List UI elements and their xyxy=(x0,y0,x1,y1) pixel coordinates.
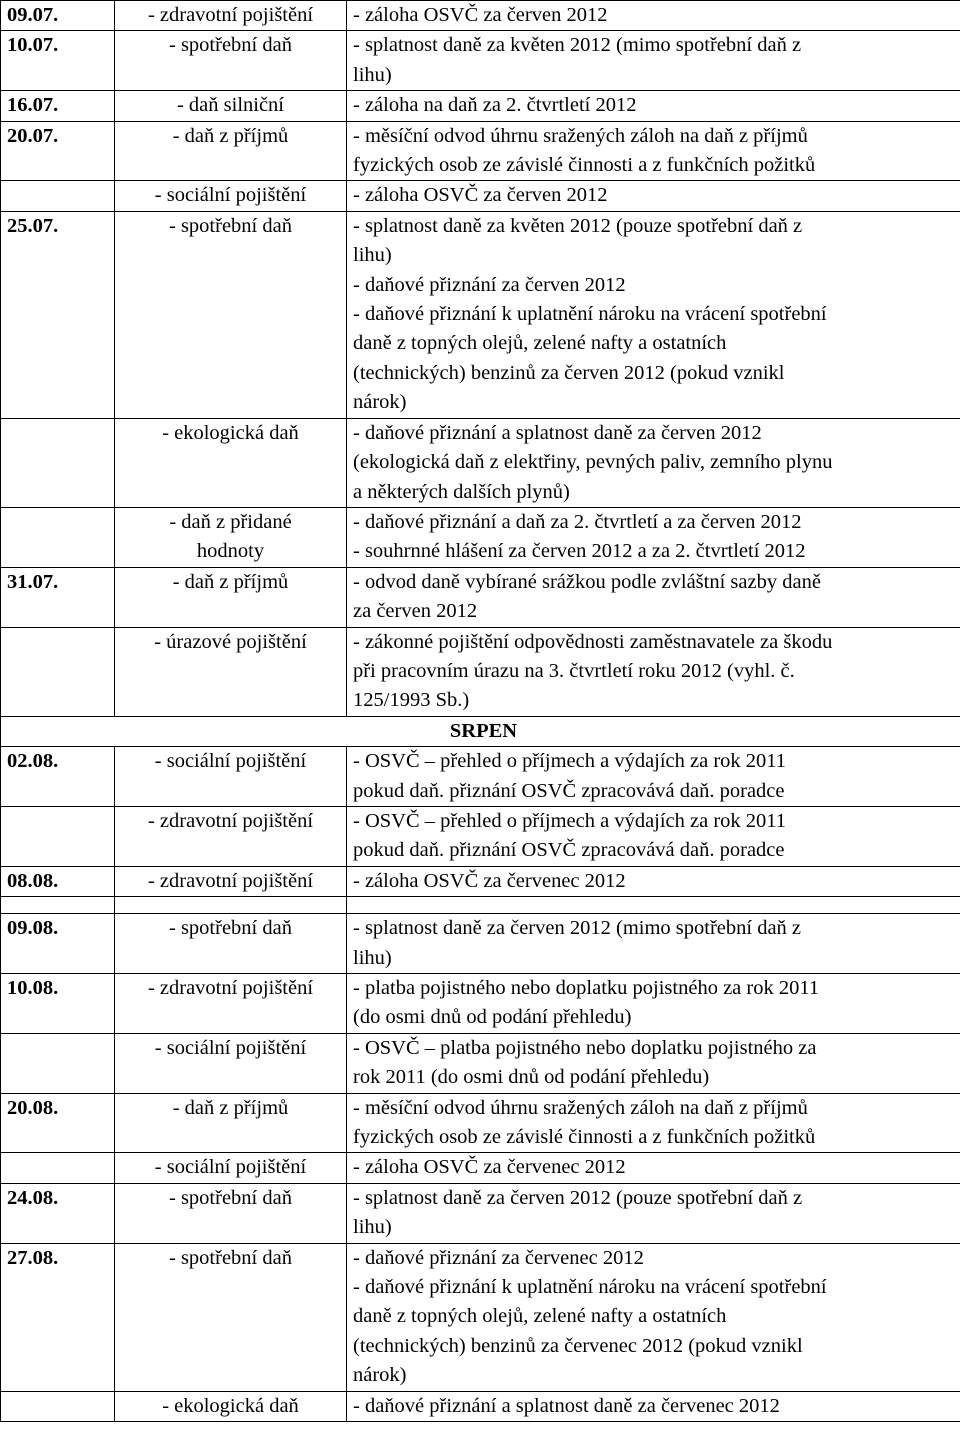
table-row xyxy=(1,1391,960,1421)
row-date: 24.08. xyxy=(1,1183,115,1243)
row-category xyxy=(115,974,347,1034)
category-line: - spotřební daň xyxy=(169,214,292,237)
table-row xyxy=(1,211,960,418)
row-description xyxy=(347,866,960,896)
category-line: - daň z příjmů xyxy=(172,570,289,593)
description-line: 125/1993 Sb.) xyxy=(353,689,470,712)
row-description xyxy=(347,91,960,121)
description-line: fyzických osob ze závislé činnosti a z funkčních požitků xyxy=(353,154,816,177)
row-description xyxy=(347,507,960,567)
description-line: - platba pojistného nebo doplatku pojistného za rok 2011 xyxy=(353,977,820,999)
table-row xyxy=(1,866,960,896)
description-line: - daňové přiznání k uplatnění nároku na vrácení spotřební xyxy=(353,303,827,326)
category-line: - zdravotní pojištění xyxy=(147,869,314,892)
table-row xyxy=(1,1033,960,1093)
row-description xyxy=(347,914,960,974)
table-row xyxy=(1,1093,960,1153)
row-category xyxy=(115,418,347,507)
row-category xyxy=(115,806,347,866)
row-description xyxy=(347,567,960,627)
description-line: - souhrnné hlášení za červen 2012 a za 2. čtvrtletí 2012 xyxy=(353,540,806,563)
table-row xyxy=(1,91,960,121)
description-line: - měsíční odvod úhrnu sražených záloh na daň z příjmů xyxy=(353,1096,808,1119)
row-date xyxy=(1,627,115,716)
table-row xyxy=(1,627,960,716)
row-date: 20.08. xyxy=(1,1093,115,1153)
row-description xyxy=(347,1153,960,1183)
category-line: - sociální pojištění xyxy=(154,750,307,773)
table-row xyxy=(1,507,960,567)
row-category xyxy=(115,181,347,211)
description-line: - splatnost daně za květen 2012 (mimo spotřební daň z xyxy=(353,34,802,57)
description-line: lihu) xyxy=(353,63,392,86)
row-category xyxy=(115,1183,347,1243)
row-category xyxy=(115,1391,347,1421)
description-line: - daňové přiznání a splatnost daně za červen 2012 xyxy=(353,421,762,444)
row-category xyxy=(115,211,347,418)
row-date xyxy=(1,1153,115,1183)
description-line: - zákonné pojištění odpovědnosti zaměstnavatele za škodu xyxy=(353,630,833,653)
row-date: 09.08. xyxy=(1,914,115,974)
spacer-cell xyxy=(115,897,347,914)
description-line: lihu) xyxy=(353,1216,392,1239)
spacer-cell xyxy=(347,897,960,914)
description-line: - měsíční odvod úhrnu sražených záloh na daň z příjmů xyxy=(353,124,808,147)
description-line: - daňové přiznání a splatnost daně za červenec 2012 xyxy=(353,1394,780,1417)
row-description xyxy=(347,1,960,31)
category-line: - ekologická daň xyxy=(162,1394,299,1417)
row-category xyxy=(115,914,347,974)
row-description xyxy=(347,211,960,418)
table-row xyxy=(1,974,960,1034)
description-line: nárok) xyxy=(353,1364,407,1387)
category-line: - daň silniční xyxy=(176,94,285,117)
description-line: - záloha OSVČ za červenec 2012 xyxy=(353,1156,626,1179)
category-line: - spotřební daň xyxy=(169,1246,292,1269)
category-line: - zdravotní pojištění xyxy=(147,977,314,999)
description-line: za červen 2012 xyxy=(353,600,478,623)
description-line: lihu) xyxy=(353,244,392,267)
row-description xyxy=(347,1093,960,1153)
row-category xyxy=(115,1243,347,1391)
row-date xyxy=(1,418,115,507)
description-line: (technických) benzinů za červen 2012 (pokud vznikl xyxy=(353,361,785,384)
row-date xyxy=(1,1033,115,1093)
description-line: (ekologická daň z elektřiny, pevných paliv, zemního plynu xyxy=(353,451,833,474)
description-line: - OSVČ – přehled o příjmech a výdajích za rok 2011 xyxy=(353,750,787,773)
row-date: 27.08. xyxy=(1,1243,115,1391)
description-line: - záloha OSVČ za červen 2012 xyxy=(353,4,608,26)
category-line: - daň z příjmů xyxy=(172,1096,289,1119)
month-heading: SRPEN xyxy=(1,716,960,746)
row-category xyxy=(115,1153,347,1183)
row-category xyxy=(115,1093,347,1153)
category-line: hodnoty xyxy=(196,540,265,563)
row-category xyxy=(115,91,347,121)
table-row xyxy=(1,31,960,91)
description-line: - záloha na daň za 2. čtvrtletí 2012 xyxy=(353,94,637,117)
description-line: pokud daň. přiznání OSVČ zpracovává daň. poradce xyxy=(353,839,785,862)
row-date: 16.07. xyxy=(1,91,115,121)
category-line: - spotřební daň xyxy=(169,34,292,57)
description-line: daně z topných olejů, zelené nafty a ostatních xyxy=(353,332,727,355)
tax-calendar-body xyxy=(1,1,960,1422)
month-heading-row xyxy=(1,716,960,746)
row-description xyxy=(347,1183,960,1243)
description-line: - daňové přiznání k uplatnění nároku na vrácení spotřební xyxy=(353,1276,827,1299)
table-row xyxy=(1,1153,960,1183)
row-date: 25.07. xyxy=(1,211,115,418)
table-row xyxy=(1,1,960,31)
description-line: - záloha OSVČ za červenec 2012 xyxy=(353,869,626,892)
row-date: 08.08. xyxy=(1,866,115,896)
category-line: - sociální pojištění xyxy=(154,184,307,207)
description-line: - splatnost daně za červen 2012 (pouze spotřební daň z xyxy=(353,1186,803,1209)
table-row xyxy=(1,418,960,507)
row-description xyxy=(347,1033,960,1093)
row-category xyxy=(115,747,347,807)
category-line: - úrazové pojištění xyxy=(154,630,307,653)
row-description xyxy=(347,974,960,1034)
description-line: a některých dalších plynů) xyxy=(353,480,570,503)
row-category xyxy=(115,121,347,181)
description-line: - daňové přiznání a daň za 2. čtvrtletí a za červen 2012 xyxy=(353,510,802,533)
description-line: (technických) benzinů za červenec 2012 (pokud vznikl xyxy=(353,1334,803,1357)
row-date: 02.08. xyxy=(1,747,115,807)
category-line: - spotřební daň xyxy=(169,1186,292,1209)
description-line: - OSVČ – přehled o příjmech a výdajích za rok 2011 xyxy=(353,809,787,832)
row-description xyxy=(347,181,960,211)
category-line: - daň z přidané xyxy=(169,510,292,533)
table-row xyxy=(1,1183,960,1243)
row-category xyxy=(115,866,347,896)
category-line: - sociální pojištění xyxy=(154,1156,307,1179)
description-line: - splatnost daně za květen 2012 (pouze spotřební daň z xyxy=(353,214,803,237)
description-line: - splatnost daně za červen 2012 (mimo spotřební daň z xyxy=(353,917,802,940)
description-line: daně z topných olejů, zelené nafty a ostatních xyxy=(353,1305,727,1328)
description-line: při pracovním úrazu na 3. čtvrtletí roku 2012 (vyhl. č. xyxy=(353,659,795,682)
row-description xyxy=(347,747,960,807)
row-description xyxy=(347,806,960,866)
row-date xyxy=(1,181,115,211)
row-description xyxy=(347,627,960,716)
spacer-cell xyxy=(1,897,115,914)
row-description xyxy=(347,1391,960,1421)
row-category xyxy=(115,627,347,716)
row-category xyxy=(115,1033,347,1093)
row-description xyxy=(347,1243,960,1391)
table-row xyxy=(1,567,960,627)
table-row xyxy=(1,914,960,974)
row-category xyxy=(115,31,347,91)
description-line: - odvod daně vybírané srážkou podle zvláštní sazby daně xyxy=(353,570,821,593)
row-date xyxy=(1,507,115,567)
row-description xyxy=(347,31,960,91)
row-date xyxy=(1,806,115,866)
row-category xyxy=(115,567,347,627)
description-line: fyzických osob ze závislé činnosti a z funkčních požitků xyxy=(353,1126,816,1149)
category-line: - daň z příjmů xyxy=(172,124,289,147)
table-row xyxy=(1,181,960,211)
description-line: nárok) xyxy=(353,391,407,414)
table-row xyxy=(1,747,960,807)
category-line: - sociální pojištění xyxy=(154,1036,307,1059)
row-date: 31.07. xyxy=(1,567,115,627)
category-line: - zdravotní pojištění xyxy=(147,809,314,832)
table-row xyxy=(1,1243,960,1391)
description-line: - daňové přiznání za červen 2012 xyxy=(353,273,626,296)
row-category xyxy=(115,507,347,567)
table-row xyxy=(1,121,960,181)
category-line: - zdravotní pojištění xyxy=(147,4,314,26)
table-row xyxy=(1,806,960,866)
category-line: - ekologická daň xyxy=(162,421,299,444)
description-line: - daňové přiznání za červenec 2012 xyxy=(353,1246,644,1269)
row-date: 20.07. xyxy=(1,121,115,181)
description-line: lihu) xyxy=(353,946,392,969)
description-line: (do osmi dnů od podání přehledu) xyxy=(353,1006,632,1029)
spacer-row xyxy=(1,897,960,914)
category-line: - spotřební daň xyxy=(169,917,292,940)
description-line: - OSVČ – platba pojistného nebo doplatku pojistného za xyxy=(353,1036,817,1059)
row-date: 09.07. xyxy=(1,1,115,31)
row-date: 10.07. xyxy=(1,31,115,91)
row-category xyxy=(115,1,347,31)
row-date xyxy=(1,1391,115,1421)
row-date: 10.08. xyxy=(1,974,115,1034)
description-line: pokud daň. přiznání OSVČ zpracovává daň. poradce xyxy=(353,779,785,802)
row-description xyxy=(347,121,960,181)
description-line: - záloha OSVČ za červen 2012 xyxy=(353,184,608,207)
description-line: rok 2011 (do osmi dnů od podání přehledu) xyxy=(353,1066,710,1089)
row-description xyxy=(347,418,960,507)
